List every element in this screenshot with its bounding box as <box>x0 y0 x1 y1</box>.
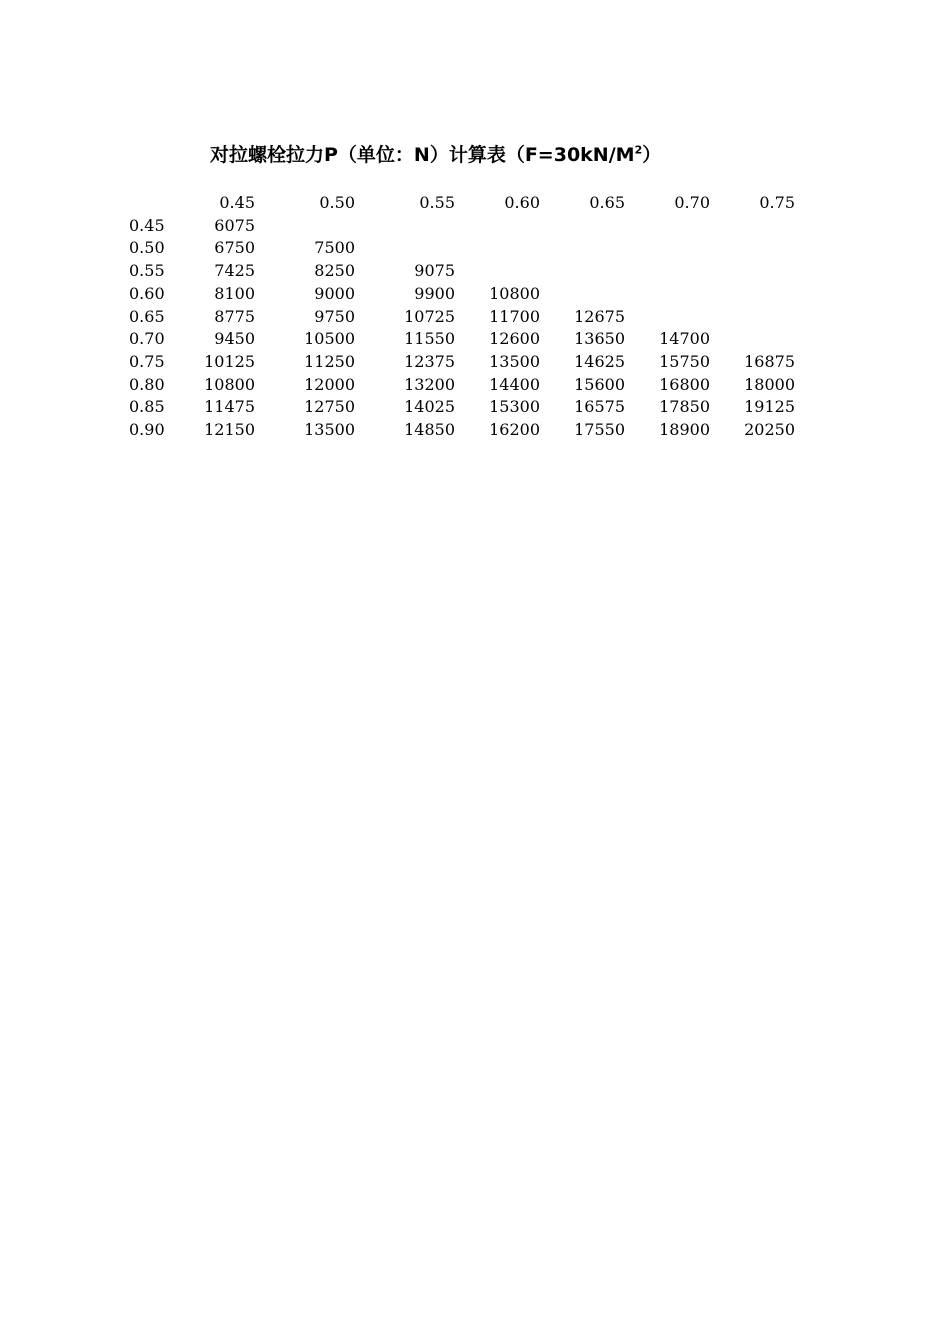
table-cell <box>255 215 355 238</box>
table-cell: 10800 <box>204 374 255 394</box>
table-cell: 14025 <box>404 397 455 417</box>
row-header: 0.75 <box>129 351 165 371</box>
table-row <box>125 328 795 351</box>
table-cell: 19125 <box>744 397 795 417</box>
table-cell: 11550 <box>404 329 455 349</box>
table-row <box>125 260 795 283</box>
column-header: 0.55 <box>419 193 455 212</box>
table-row <box>125 283 795 306</box>
row-header: 0.45 <box>129 215 165 235</box>
table-cell <box>710 283 795 306</box>
column-header: 0.50 <box>319 193 355 212</box>
table-cell: 16200 <box>489 420 540 440</box>
table-cell: 12150 <box>204 420 255 440</box>
table-row <box>125 396 795 419</box>
table-cell: 15750 <box>659 351 710 371</box>
table-cell: 12600 <box>489 329 540 349</box>
table-cell: 17550 <box>574 420 625 440</box>
table-row <box>125 237 795 260</box>
table-cell: 6750 <box>214 238 255 258</box>
table-cell: 14625 <box>574 351 625 371</box>
table-cell: 14400 <box>489 374 540 394</box>
table-cell: 7425 <box>214 261 255 281</box>
table-cell: 18900 <box>659 420 710 440</box>
corner-cell <box>125 192 200 215</box>
row-header: 0.80 <box>129 374 165 394</box>
table-cell <box>625 306 710 329</box>
table-cell <box>455 260 540 283</box>
table-cell: 9450 <box>214 329 255 349</box>
table-cell: 9000 <box>314 283 355 303</box>
table-row <box>125 306 795 329</box>
table-cell: 13500 <box>304 420 355 440</box>
table-cell: 16875 <box>744 351 795 371</box>
table-cell <box>625 215 710 238</box>
row-header: 0.90 <box>129 420 165 440</box>
table-cell: 13500 <box>489 351 540 371</box>
table-cell <box>540 260 625 283</box>
table-cell: 8100 <box>214 283 255 303</box>
title-superscript: 2 <box>634 143 643 157</box>
table-cell: 11475 <box>204 397 255 417</box>
table-cell: 10800 <box>489 283 540 303</box>
table-cell: 10725 <box>404 306 455 326</box>
table-cell: 13650 <box>574 329 625 349</box>
table-cell: 16575 <box>574 397 625 417</box>
row-header: 0.60 <box>129 283 165 303</box>
header-row <box>125 192 795 215</box>
table-cell: 12375 <box>404 351 455 371</box>
row-header: 0.55 <box>129 261 165 281</box>
table-cell: 12750 <box>304 397 355 417</box>
table-cell: 15300 <box>489 397 540 417</box>
table-cell: 6075 <box>214 215 255 235</box>
table-cell: 9750 <box>314 306 355 326</box>
table-cell: 12000 <box>304 374 355 394</box>
table-cell: 14700 <box>659 329 710 349</box>
table-cell <box>540 283 625 306</box>
table-cell: 12675 <box>574 306 625 326</box>
table-cell: 17850 <box>659 397 710 417</box>
table-cell <box>540 237 625 260</box>
row-header: 0.50 <box>129 238 165 258</box>
table-cell: 9900 <box>414 283 455 303</box>
table-row <box>125 419 795 442</box>
table-cell: 11250 <box>304 351 355 371</box>
page-title <box>210 140 661 167</box>
table-cell <box>455 215 540 238</box>
table-cell <box>540 215 625 238</box>
table-cell <box>625 237 710 260</box>
row-header: 0.70 <box>129 329 165 349</box>
table-cell: 13200 <box>404 374 455 394</box>
table-cell: 10125 <box>204 351 255 371</box>
table-cell: 18000 <box>744 374 795 394</box>
tension-table <box>125 192 795 442</box>
column-header: 0.60 <box>504 193 540 212</box>
table-cell <box>710 237 795 260</box>
column-header: 0.65 <box>589 193 625 212</box>
table-cell <box>355 215 455 238</box>
table-cell: 14850 <box>404 420 455 440</box>
table-cell: 15600 <box>574 374 625 394</box>
table-cell: 11700 <box>489 306 540 326</box>
table-cell: 9075 <box>414 261 455 281</box>
table-cell <box>625 260 710 283</box>
table-body <box>125 215 795 442</box>
table-cell <box>355 237 455 260</box>
column-header: 0.70 <box>674 193 710 212</box>
table-cell <box>710 306 795 329</box>
column-header: 0.45 <box>219 193 255 212</box>
title-text: 对拉螺栓拉力P（单位：N）计算表（F=30kN/M <box>210 144 635 166</box>
table-cell: 7500 <box>314 238 355 258</box>
table-cell: 8775 <box>214 306 255 326</box>
table-row <box>125 374 795 397</box>
table-cell <box>455 237 540 260</box>
table-cell: 16800 <box>659 374 710 394</box>
table-row <box>125 215 795 238</box>
table-cell: 8250 <box>314 261 355 281</box>
table-cell: 10500 <box>304 329 355 349</box>
row-header: 0.65 <box>129 306 165 326</box>
table-cell <box>625 283 710 306</box>
table-cell <box>710 328 795 351</box>
table-cell <box>710 215 795 238</box>
title-suffix: ） <box>642 144 662 166</box>
table-row <box>125 351 795 374</box>
row-header: 0.85 <box>129 397 165 417</box>
table-cell <box>710 260 795 283</box>
column-header: 0.75 <box>759 193 795 212</box>
table-cell: 20250 <box>744 420 795 440</box>
